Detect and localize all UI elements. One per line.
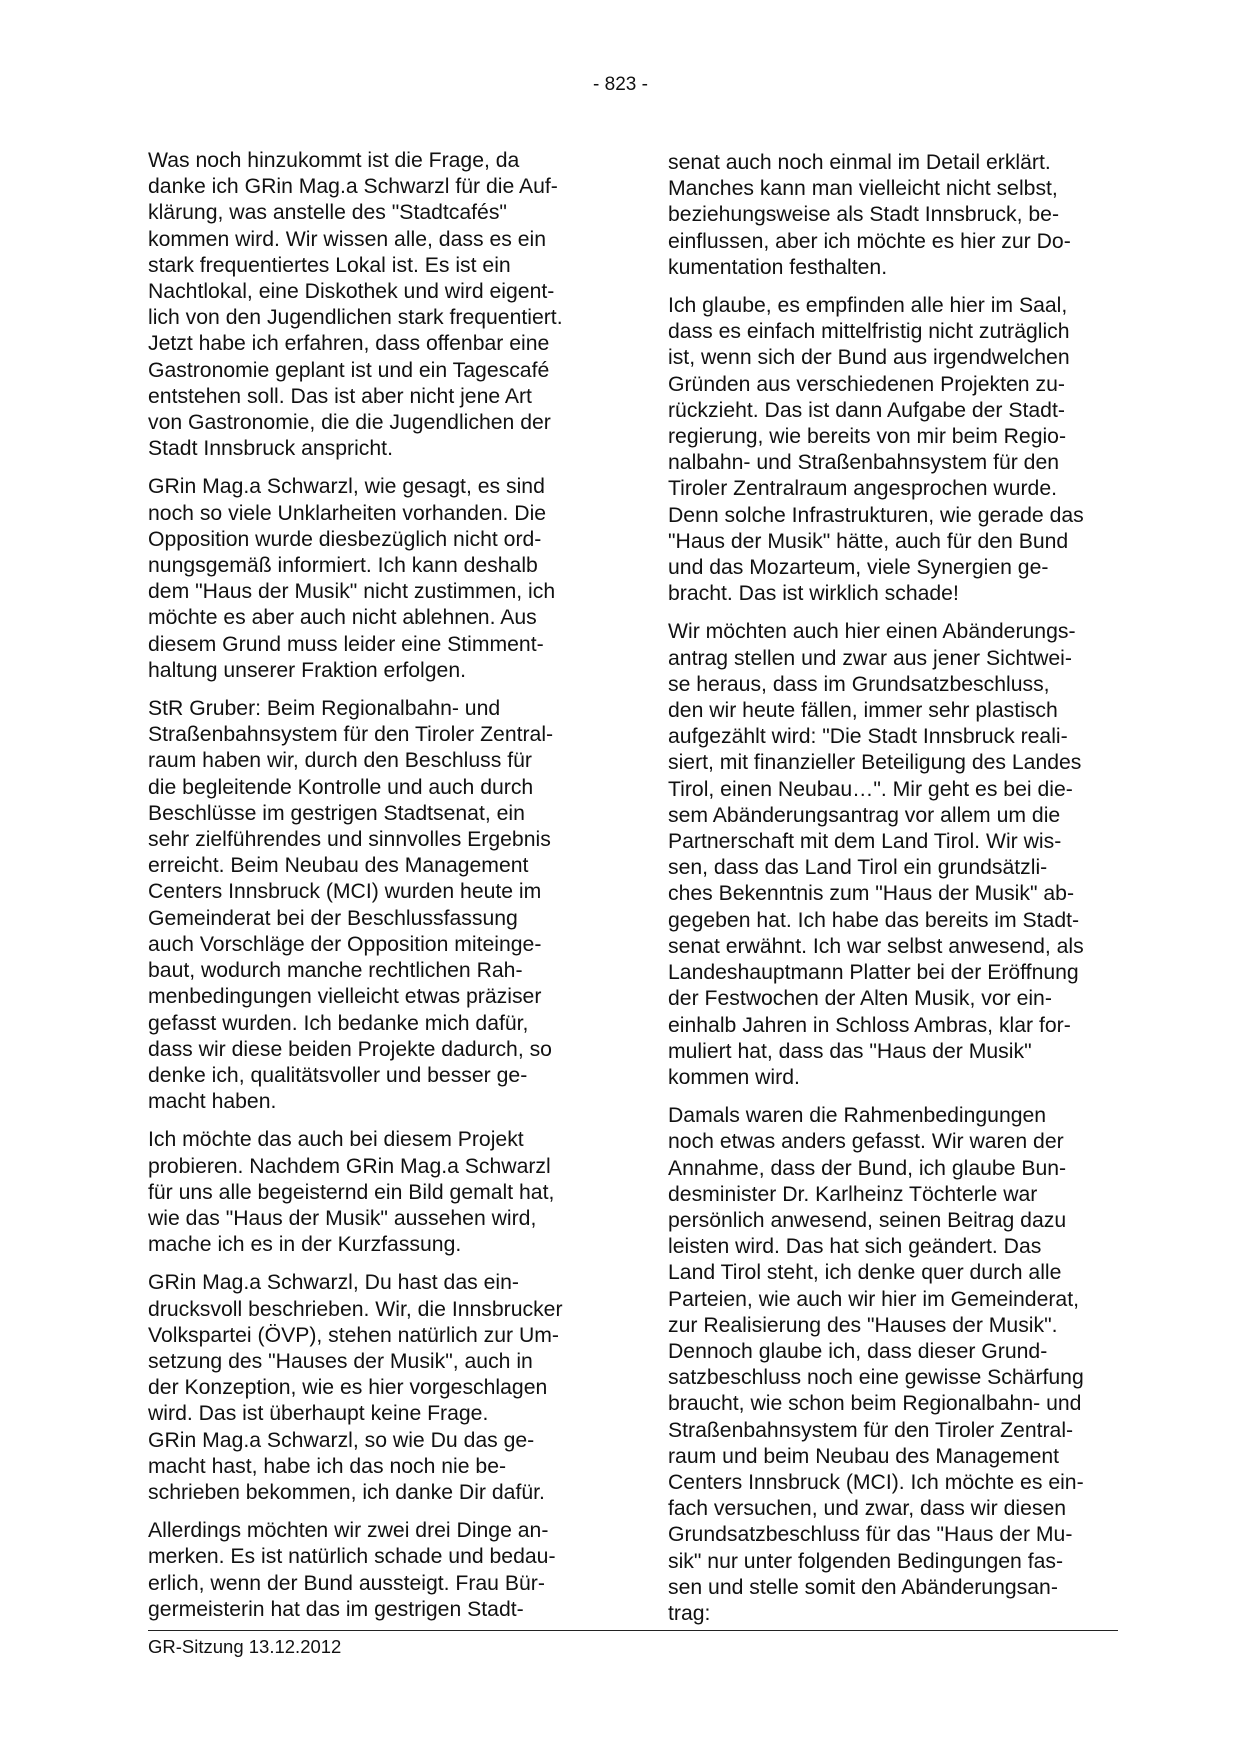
text-line: zur Realisierung des "Hauses der Musik". xyxy=(668,1313,1058,1337)
text-line: Beschlüsse im gestrigen Stadtsenat, ein xyxy=(148,801,525,825)
text-line: lich von den Jugendlichen stark frequentiert. xyxy=(148,306,563,330)
text-line: Straßenbahnsystem für den Tiroler Zentral- xyxy=(668,1418,1074,1442)
text-line: denke ich, qualitätsvoller und besser ge- xyxy=(148,1063,528,1087)
text-line: braucht, wie schon beim Regionalbahn- und xyxy=(668,1392,1082,1416)
text-line: Damals waren die Rahmenbedingungen xyxy=(668,1104,1047,1128)
paragraph xyxy=(148,1518,596,1623)
text-line: merken. Es ist natürlich schade und bedau- xyxy=(148,1545,556,1569)
text-line: den wir heute fällen, immer sehr plastisch xyxy=(668,699,1058,723)
text-line: senat erwähnt. Ich war selbst anwesend, als xyxy=(668,934,1084,958)
text-line: sen, dass das Land Tirol ein grundsätzli- xyxy=(668,856,1048,880)
text-line: kommen wird. Wir wissen alle, dass es ein xyxy=(148,227,546,251)
text-line: Allerdings möchten wir zwei drei Dinge an- xyxy=(148,1519,549,1543)
text-line: GRin Mag.a Schwarzl, wie gesagt, es sind xyxy=(148,475,545,499)
text-line: siert, mit finanzieller Beteiligung des Landes xyxy=(668,751,1082,775)
text-line: aufgezählt wird: "Die Stadt Innsbruck reali- xyxy=(668,725,1068,749)
text-line: stark frequentiertes Lokal ist. Es ist ein xyxy=(148,253,511,277)
paragraph xyxy=(668,150,1116,281)
text-line: gegeben hat. Ich habe das bereits im Stadt- xyxy=(668,908,1080,932)
text-line: einflussen, aber ich möchte es hier zur Do- xyxy=(668,229,1071,253)
left-text-column xyxy=(148,148,596,1635)
text-line: Land Tirol steht, ich denke quer durch alle xyxy=(668,1261,1062,1285)
text-line: desminister Dr. Karlheinz Töchterle war xyxy=(668,1182,1038,1206)
text-line: einhalb Jahren in Schloss Ambras, klar for- xyxy=(668,1013,1071,1037)
text-line: ist, wenn sich der Bund aus irgendwelchen xyxy=(668,346,1070,370)
text-line: sem Abänderungsantrag vor allem um die xyxy=(668,803,1061,827)
text-line: Denn solche Infrastrukturen, wie gerade das xyxy=(668,503,1084,527)
text-line: Centers Innsbruck (MCI). Ich möchte es ein- xyxy=(668,1470,1084,1494)
text-line: Tiroler Zentralraum angesprochen wurde. xyxy=(668,477,1058,501)
text-line: gefasst wurden. Ich bedanke mich dafür, xyxy=(148,1011,529,1035)
text-line: bracht. Das ist wirklich schade! xyxy=(668,582,959,606)
text-line: raum und beim Neubau des Management xyxy=(668,1444,1060,1468)
footer-session-label: GR-Sitzung 13.12.2012 xyxy=(148,1636,342,1657)
footer-divider xyxy=(148,1630,1118,1631)
text-line: menbedingungen vielleicht etwas präziser xyxy=(148,985,542,1009)
text-line: wird. Das ist überhaupt keine Frage. xyxy=(148,1402,489,1426)
text-line: noch so viele Unklarheiten vorhanden. Die xyxy=(148,501,547,525)
text-line: satzbeschluss noch eine gewisse Schärfung xyxy=(668,1366,1084,1390)
text-line: klärung, was anstelle des "Stadtcafés" xyxy=(148,201,507,225)
text-line: Grundsatzbeschluss für das "Haus der Mu- xyxy=(668,1523,1073,1547)
text-line: noch etwas anders gefasst. Wir waren der xyxy=(668,1130,1064,1154)
text-line: "Haus der Musik" hätte, auch für den Bund xyxy=(668,529,1069,553)
text-line: leisten wird. Das hat sich geändert. Das xyxy=(668,1235,1042,1259)
text-line: nungsgemäß informiert. Ich kann deshalb xyxy=(148,554,538,578)
page-number: - 823 - xyxy=(593,74,648,95)
text-line: regierung, wie bereits von mir beim Regio- xyxy=(668,425,1067,449)
text-line: fach versuchen, und zwar, dass wir diesen xyxy=(668,1497,1067,1521)
text-line: erlich, wenn der Bund aussteigt. Frau Bür- xyxy=(148,1571,545,1595)
text-line: von Gastronomie, die die Jugendlichen der xyxy=(148,411,551,435)
text-line: dem "Haus der Musik" nicht zustimmen, ich xyxy=(148,580,556,604)
right-text-column xyxy=(668,150,1116,1639)
text-line: Parteien, wie auch wir hier im Gemeinderat, xyxy=(668,1287,1079,1311)
paragraph xyxy=(148,696,596,1115)
paragraph xyxy=(668,1103,1116,1627)
text-line: beziehungsweise als Stadt Innsbruck, be- xyxy=(668,203,1060,227)
text-line: Partnerschaft mit dem Land Tirol. Wir wis- xyxy=(668,830,1062,854)
text-line: drucksvoll beschrieben. Wir, die Innsbrucker xyxy=(148,1297,563,1321)
text-line: antrag stellen und zwar aus jener Sichtwei- xyxy=(668,646,1072,670)
text-line: mache ich es in der Kurzfassung. xyxy=(148,1233,462,1257)
paragraph xyxy=(148,1270,596,1506)
text-line: Centers Innsbruck (MCI) wurden heute im xyxy=(148,880,542,904)
text-line: die begleitende Kontrolle und auch durch xyxy=(148,775,534,799)
text-line: baut, wodurch manche rechtlichen Rah- xyxy=(148,959,523,983)
text-line: Gründen aus verschiedenen Projekten zu- xyxy=(668,372,1065,396)
paragraph xyxy=(668,619,1116,1091)
text-line: Stadt Innsbruck anspricht. xyxy=(148,437,393,461)
text-line: rückzieht. Das ist dann Aufgabe der Stadt- xyxy=(668,398,1065,422)
text-line: möchte es aber auch nicht ablehnen. Aus xyxy=(148,606,537,630)
text-line: GRin Mag.a Schwarzl, Du hast das ein- xyxy=(148,1271,519,1295)
text-line: Wir möchten auch hier einen Abänderungs- xyxy=(668,620,1076,644)
text-line: Landeshauptmann Platter bei der Eröffnung xyxy=(668,961,1079,985)
text-line: macht hast, habe ich das noch nie be- xyxy=(148,1454,507,1478)
text-line: Tirol, einen Neubau…". Mir geht es bei die- xyxy=(668,777,1073,801)
text-line: sen und stelle somit den Abänderungsan- xyxy=(668,1575,1058,1599)
text-line: Ich glaube, es empfinden alle hier im Saal, xyxy=(668,294,1068,318)
paragraph xyxy=(148,1127,596,1258)
text-line: sik" nur unter folgenden Bedingungen fas- xyxy=(668,1549,1064,1573)
text-line: Annahme, dass der Bund, ich glaube Bun- xyxy=(668,1156,1067,1180)
text-line: kommen wird. xyxy=(668,1065,800,1089)
text-line: erreicht. Beim Neubau des Management xyxy=(148,854,529,878)
text-line: Manches kann man vielleicht nicht selbst, xyxy=(668,177,1058,201)
text-line: der Konzeption, wie es hier vorgeschlagen xyxy=(148,1376,548,1400)
text-line: germeisterin hat das im gestrigen Stadt- xyxy=(148,1597,524,1621)
text-line: Dennoch glaube ich, dass dieser Grund- xyxy=(668,1339,1048,1363)
text-line: dass es einfach mittelfristig nicht zuträglich xyxy=(668,320,1070,344)
text-line: macht haben. xyxy=(148,1090,277,1114)
text-line: muliert hat, dass das "Haus der Musik" xyxy=(668,1039,1032,1063)
text-line: haltung unserer Fraktion erfolgen. xyxy=(148,658,466,682)
text-line: raum haben wir, durch den Beschluss für xyxy=(148,749,532,773)
text-line: schrieben bekommen, ich danke Dir dafür. xyxy=(148,1480,545,1504)
text-line: Nachtlokal, eine Diskothek und wird eigent- xyxy=(148,280,555,304)
text-line: trag: xyxy=(668,1601,711,1625)
text-line: auch Vorschläge der Opposition miteinge- xyxy=(148,932,542,956)
text-line: Gemeinderat bei der Beschlussfassung xyxy=(148,906,518,930)
text-line: senat auch noch einmal im Detail erklärt. xyxy=(668,151,1051,174)
text-line: se heraus, dass im Grundsatzbeschluss, xyxy=(668,672,1050,696)
text-line: StR Gruber: Beim Regionalbahn- und xyxy=(148,697,501,721)
text-line: Opposition wurde diesbezüglich nicht ord- xyxy=(148,527,542,551)
text-line: Ich möchte das auch bei diesem Projekt xyxy=(148,1128,524,1152)
text-line: probieren. Nachdem GRin Mag.a Schwarzl xyxy=(148,1154,551,1178)
text-line: entstehen soll. Das ist aber nicht jene Art xyxy=(148,384,532,408)
text-line: dass wir diese beiden Projekte dadurch, so xyxy=(148,1037,552,1061)
text-line: für uns alle begeisternd ein Bild gemalt hat, xyxy=(148,1180,555,1204)
text-line: der Festwochen der Alten Musik, vor ein- xyxy=(668,987,1052,1011)
text-line: nalbahn- und Straßenbahnsystem für den xyxy=(668,451,1060,475)
text-line: setzung des "Hauses der Musik", auch in xyxy=(148,1349,533,1373)
text-line: Straßenbahnsystem für den Tiroler Zentral- xyxy=(148,723,554,747)
text-line: GRin Mag.a Schwarzl, so wie Du das ge- xyxy=(148,1428,535,1452)
text-line: danke ich GRin Mag.a Schwarzl für die Auf- xyxy=(148,175,558,199)
text-line: und das Mozarteum, viele Synergien ge- xyxy=(668,556,1049,580)
text-line: Jetzt habe ich erfahren, dass offenbar eine xyxy=(148,332,550,356)
paragraph xyxy=(148,148,596,462)
text-line: Gastronomie geplant ist und ein Tagescafé xyxy=(148,358,550,382)
text-line: Volkspartei (ÖVP), stehen natürlich zur Um- xyxy=(148,1323,559,1347)
text-line: diesem Grund muss leider eine Stimment- xyxy=(148,632,544,656)
text-line: sehr zielführendes und sinnvolles Ergebnis xyxy=(148,828,551,852)
text-line: ches Bekenntnis zum "Haus der Musik" ab- xyxy=(668,882,1075,906)
text-line: wie das "Haus der Musik" aussehen wird, xyxy=(148,1206,537,1230)
text-line: persönlich anwesend, seinen Beitrag dazu xyxy=(668,1208,1067,1232)
text-line: kumentation festhalten. xyxy=(668,255,888,279)
text-line: Was noch hinzukommt ist die Frage, da xyxy=(148,149,520,172)
paragraph xyxy=(148,474,596,684)
paragraph xyxy=(668,293,1116,607)
